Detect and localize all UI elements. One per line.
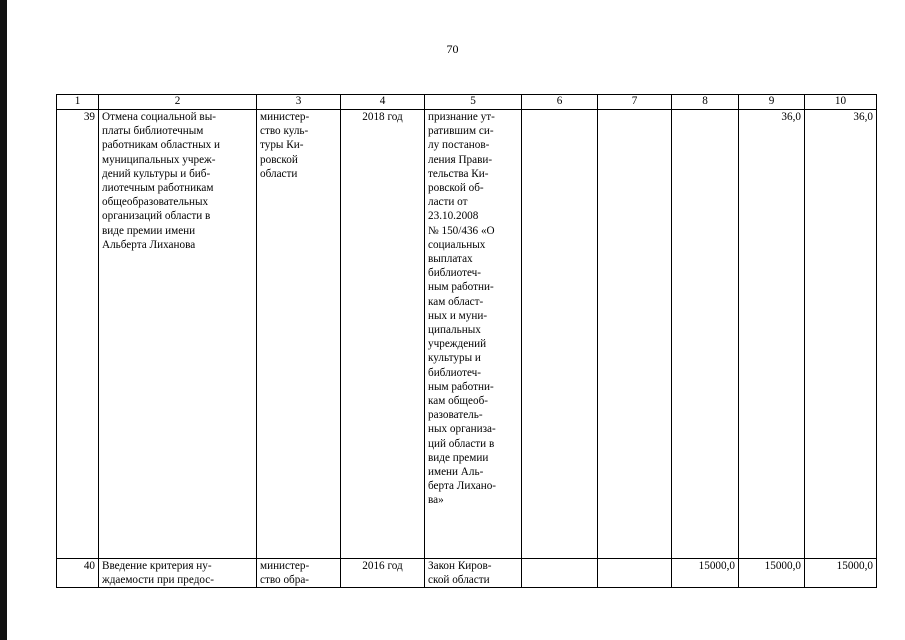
- measure-cell: Введение критерия ну- ждаемости при предос-: [99, 559, 257, 588]
- column-header: 6: [522, 95, 598, 110]
- data-table: [56, 94, 877, 588]
- row-number: 40: [57, 559, 99, 588]
- year-cell: 2018 год: [341, 110, 425, 559]
- row-number: 39: [57, 110, 99, 559]
- column-header: 1: [57, 95, 99, 110]
- year-cell: 2016 год: [341, 559, 425, 588]
- col8-cell: [672, 110, 739, 559]
- column-header: 7: [598, 95, 672, 110]
- column-header: 3: [257, 95, 341, 110]
- col9-cell: 15000,0: [739, 559, 805, 588]
- table-header-row: [57, 95, 877, 110]
- column-header: 5: [425, 95, 522, 110]
- executor-cell: министер- ство куль- туры Ки- ровской области: [257, 110, 341, 559]
- scan-edge: [0, 0, 7, 640]
- col10-cell: 15000,0: [805, 559, 877, 588]
- col10-cell: 36,0: [805, 110, 877, 559]
- col6-cell: [522, 110, 598, 559]
- col9-cell: 36,0: [739, 110, 805, 559]
- column-header: 4: [341, 95, 425, 110]
- column-header: 10: [805, 95, 877, 110]
- column-header: 8: [672, 95, 739, 110]
- column-header: 9: [739, 95, 805, 110]
- col7-cell: [598, 559, 672, 588]
- col7-cell: [598, 110, 672, 559]
- legal-act-cell: Закон Киров- ской области: [425, 559, 522, 588]
- legal-act-cell: признание ут- ратившим си- лу постанов- ления Прави- тельства Ки- ровской об- ласти от 23.10.2008 № 150/436 «О социальных выплатах библиотеч- ным работни- кам област- ных и муни- ципальных учреждений культуры и библиотеч- ным работни- кам общеоб- разователь- ных организа- ций области в виде премии имени Аль- берта Лихано- ва»: [425, 110, 522, 559]
- col8-cell: 15000,0: [672, 559, 739, 588]
- executor-cell: министер- ство обра-: [257, 559, 341, 588]
- table-row: [57, 559, 877, 588]
- col6-cell: [522, 559, 598, 588]
- measure-cell: Отмена социальной вы- платы библиотечным работникам областных и муниципальных учреж- дений культуры и биб- лиотечным работникам общеобразовательных организаций области в виде премии имени Альберта Лиханова: [99, 110, 257, 559]
- table-row: [57, 110, 877, 559]
- column-header: 2: [99, 95, 257, 110]
- page-number: 70: [446, 42, 459, 56]
